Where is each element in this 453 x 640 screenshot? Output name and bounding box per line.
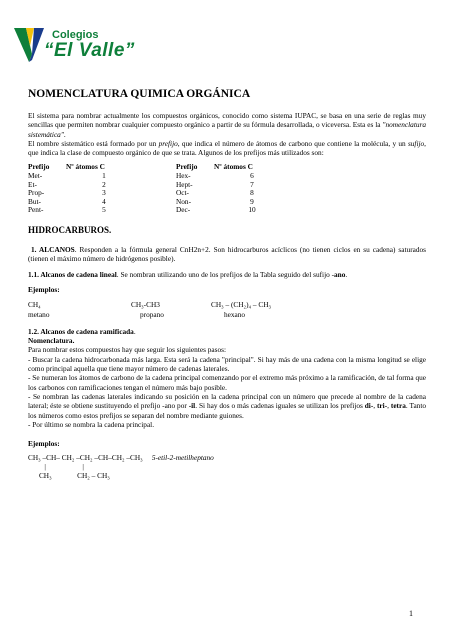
logo-top-text: Colegios bbox=[52, 29, 99, 41]
formula-bonds: | | bbox=[28, 462, 84, 472]
page-number: 1 bbox=[409, 609, 413, 618]
prefix-table-row: Met- 1 Hex- 6 bbox=[28, 171, 254, 181]
ejemplos-label-2: Ejemplos: bbox=[28, 439, 60, 449]
document-body bbox=[28, 88, 426, 481]
example-name: metano bbox=[28, 309, 50, 319]
example-name: propano bbox=[140, 309, 164, 319]
section-heading-hidrocarburos: HIDROCARBUROS. bbox=[28, 225, 112, 236]
rule-4: - Por último se nombra la cadena principal. bbox=[28, 419, 155, 429]
ejemplos-label-1: Ejemplos: bbox=[28, 284, 60, 294]
prefix-table-row: Prop- 3 Oct- 8 bbox=[28, 188, 254, 198]
intro-paragraph-1: El sistema para nombrar actualmente los compuestos orgánicos, conocido como sistema IUPAC, se basa en una serie de reglas muy sencillas que permiten nombrar cualquier compuesto orgánico a partir de su fórmula desarrollada, o viceversa. Esta es la "nomenclatura sistemática". El nombre sistemático está formado por un prefijo, que indica el número de átomos de carbono que contiene la molécula, y un sufijo, que indica la clase de compuesto orgánico de que se trata. Algunos de los prefijos más utilizados son: bbox=[28, 111, 426, 158]
page-title: NOMENCLATURA QUIMICA ORGÁNICA bbox=[28, 88, 251, 100]
school-logo bbox=[12, 22, 162, 72]
example-formula: CH₄ bbox=[28, 300, 41, 310]
example-formula: CH₃ – (CH₂)₄ – CH₃ bbox=[211, 300, 272, 310]
rule-2: - Se numeran los átomos de carbono de la cadena principal comenzando por el extremo más próximo a la ramificación, de tal forma que los carbonos con ramificaciones tengan el número más bajo posible. bbox=[28, 373, 426, 392]
branched-formula bbox=[28, 454, 426, 480]
prefix-table-row: Pent- 5 Dec- 10 bbox=[28, 205, 256, 215]
ramificada-heading: 1.2. Alcanos de cadena ramificada. Nomenclatura. Para nombrar estos compuestos hay que seguir los siguientes pasos: bbox=[28, 326, 226, 355]
logo-emblem-icon bbox=[12, 24, 46, 64]
rule-3: - Se nombran las cadenas laterales indicando su posición en la cadena principal con un número que precede al nombre de la cadena lateral; éste se obtiene sustituyendo el prefijo -ano por -il. Si hay dos o más cadenas iguales se utilizan los prefijos di-, tri-, tetra. Tanto los números como estos prefijos se separan del nombre mediante guiones. bbox=[28, 391, 427, 420]
logo-name-text: “El Valle” bbox=[44, 40, 135, 61]
rule-1: - Buscar la cadena hidrocarbonada más larga. Esta será la cadena "principal". Si hay más de una cadena con la misma longitud se elige como principal aquella que tiene mayor número de cadenas laterales. bbox=[28, 354, 426, 374]
prefix-table-header: Prefijo Nº átomos C Prefijo Nº átomos C bbox=[28, 162, 253, 172]
prefix-table-row: Et- 2 Hept- 7 bbox=[28, 179, 254, 189]
formula-branches: CH₃ CH₂ – CH₃ bbox=[28, 470, 110, 480]
prefix-table-row: But- 4 Non- 9 bbox=[28, 196, 254, 206]
examples-names bbox=[28, 310, 426, 319]
examples-formulas bbox=[28, 300, 426, 309]
formula-name: 5-etil-2-metilheptano bbox=[151, 453, 214, 463]
example-formula: CH₃-CH3 bbox=[131, 300, 160, 310]
example-name: hexano bbox=[224, 309, 246, 319]
alcanos-paragraph: 1. ALCANOS. Responden a la fórmula general CnH2n+2. Son hidrocarburos acíclicos (no tienen ciclos en su cadena) saturados (tienen el máximo número de hidrógenos posible). bbox=[28, 245, 426, 264]
lineal-paragraph: 1.1. Alcanos de cadena lineal. Se nombran utilizando uno de los prefijos de la Tabla seguido del sufijo -ano. bbox=[28, 269, 348, 279]
prefix-table bbox=[28, 163, 290, 215]
formula-main-chain: CH₃ –CH– CH₂ –CH₂ –CH–CH₂ –CH₃ bbox=[28, 453, 143, 463]
